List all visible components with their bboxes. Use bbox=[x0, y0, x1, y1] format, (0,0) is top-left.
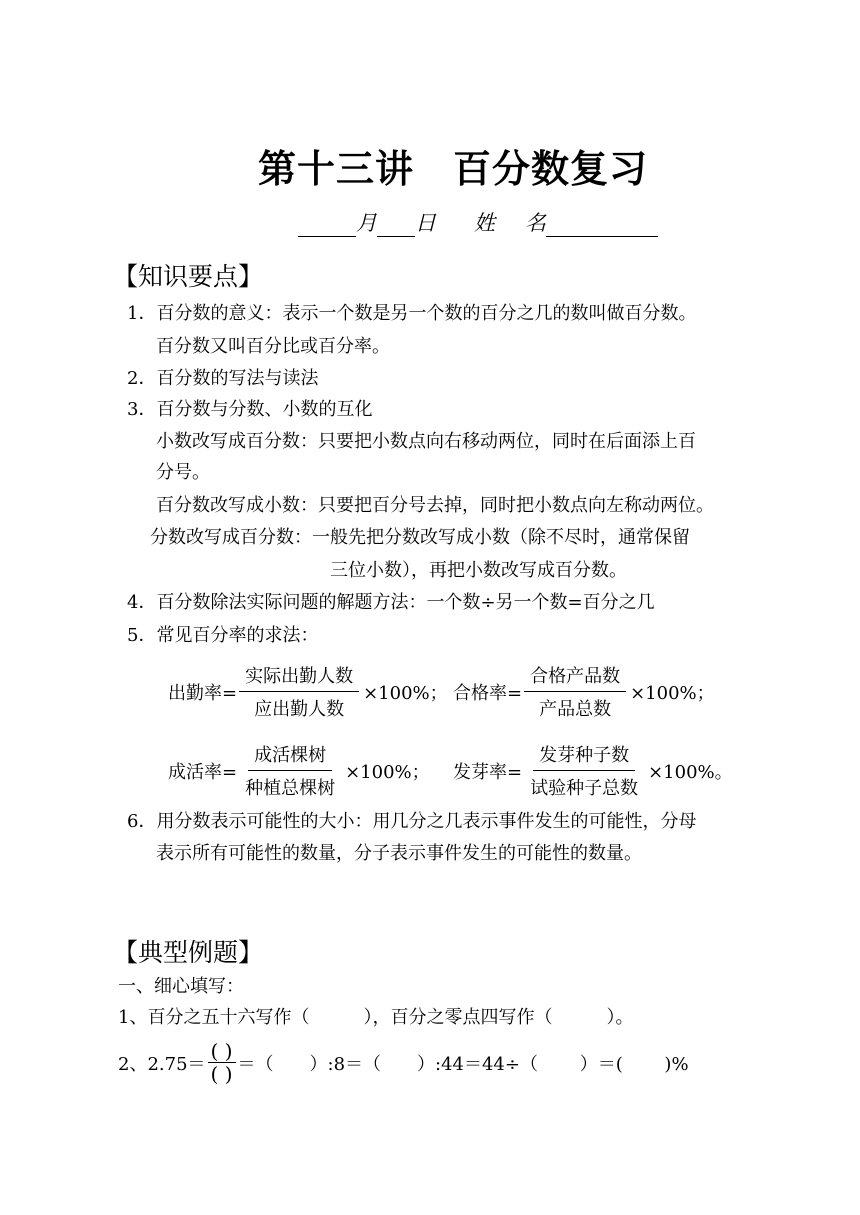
formula-tail: ×100%； bbox=[363, 682, 448, 704]
formula-survival-rate bbox=[168, 741, 430, 800]
formula-name: 合格率= bbox=[453, 682, 523, 704]
denominator: 产品总数 bbox=[539, 699, 612, 720]
item-3-decimal-to-percent-1: 小数改写成百分数：只要把小数点向右移动两位，同时在后面添上百 bbox=[156, 431, 696, 452]
formula-name: 出勤率= bbox=[168, 682, 238, 704]
item-4: 4．百分数除法实际问题的解题方法：一个数÷另一个数=百分之几 bbox=[127, 592, 655, 613]
item-3-fraction-to-percent-1: 分数改写成百分数：一般先把分数改写成小数（除不尽时，通常保留 bbox=[150, 527, 690, 548]
denominator: 应出勤人数 bbox=[254, 699, 345, 720]
blank-fraction[interactable] bbox=[208, 1040, 236, 1085]
numerator: 实际出勤人数 bbox=[239, 662, 359, 692]
knowledge-heading: 【知识要点】 bbox=[113, 262, 264, 291]
section-1-title: 一、细心填写： bbox=[118, 976, 244, 997]
formula-tail: ×100%； bbox=[630, 682, 715, 704]
item-5: 5．常见百分率的求法： bbox=[127, 625, 319, 646]
item-3-fraction-to-percent-2: 三位小数），再把小数改写成百分数。 bbox=[330, 560, 627, 581]
formula-name: 成活率= bbox=[168, 761, 238, 783]
item-1-line-1: 1．百分数的意义：表示一个数是另一个数的百分之几的数叫做百分数。 bbox=[127, 303, 697, 324]
fraction bbox=[524, 741, 644, 800]
name-label-1: 姓 bbox=[474, 211, 495, 235]
name-label-2: 名 bbox=[525, 211, 546, 235]
item-2: 2．百分数的写法与读法 bbox=[127, 368, 319, 389]
numerator: 合格产品数 bbox=[524, 662, 626, 692]
fraction bbox=[524, 662, 626, 721]
denominator: 试验种子总数 bbox=[530, 778, 639, 799]
numerator: 成活棵树 bbox=[248, 741, 332, 771]
month-label: 月 bbox=[356, 211, 377, 235]
formula-attendance-rate bbox=[168, 662, 448, 721]
fraction bbox=[239, 662, 359, 721]
page-title: 第十三讲 百分数复习 bbox=[258, 147, 649, 191]
formula-pass-rate bbox=[453, 662, 715, 721]
question-2 bbox=[118, 1040, 689, 1085]
date-name-line bbox=[298, 207, 658, 237]
question-2-rest: ＝（ ）:8＝（ ）:44＝44÷（ ）＝( )% bbox=[237, 1053, 689, 1075]
item-6-line-1: 6．用分数表示可能性的大小：用几分之几表示事件发生的可能性，分母 bbox=[127, 811, 697, 832]
formula-tail: ×100%； bbox=[345, 761, 430, 783]
blank-denominator: ( ) bbox=[210, 1062, 233, 1086]
formula-name: 发芽率= bbox=[453, 761, 523, 783]
item-1-line-2: 百分数又叫百分比或百分率。 bbox=[156, 336, 390, 357]
question-2-prefix: 2、2.75＝ bbox=[118, 1053, 206, 1075]
blank-numerator: ( ) bbox=[208, 1040, 236, 1063]
numerator: 发芽种子数 bbox=[533, 741, 635, 771]
denominator: 种植总棵树 bbox=[245, 778, 336, 799]
formula-tail: ×100%。 bbox=[648, 761, 733, 783]
month-blank[interactable] bbox=[298, 216, 356, 237]
item-3-percent-to-decimal: 百分数改写成小数：只要把百分号去掉，同时把小数点向左称动两位。 bbox=[156, 495, 714, 516]
formula-germination-rate bbox=[453, 741, 733, 800]
item-3: 3．百分数与分数、小数的互化 bbox=[127, 399, 373, 420]
day-label: 日 bbox=[415, 211, 436, 235]
examples-heading: 【典型例题】 bbox=[113, 938, 264, 967]
item-6-line-2: 表示所有可能性的数量，分子表示事件发生的可能性的数量。 bbox=[156, 843, 642, 864]
item-3-decimal-to-percent-2: 分号。 bbox=[156, 462, 210, 483]
fraction bbox=[239, 741, 341, 800]
question-1: 1、百分之五十六写作（ ），百分之零点四写作（ ）。 bbox=[118, 1007, 634, 1028]
name-blank[interactable] bbox=[546, 216, 658, 237]
day-blank[interactable] bbox=[377, 216, 415, 237]
